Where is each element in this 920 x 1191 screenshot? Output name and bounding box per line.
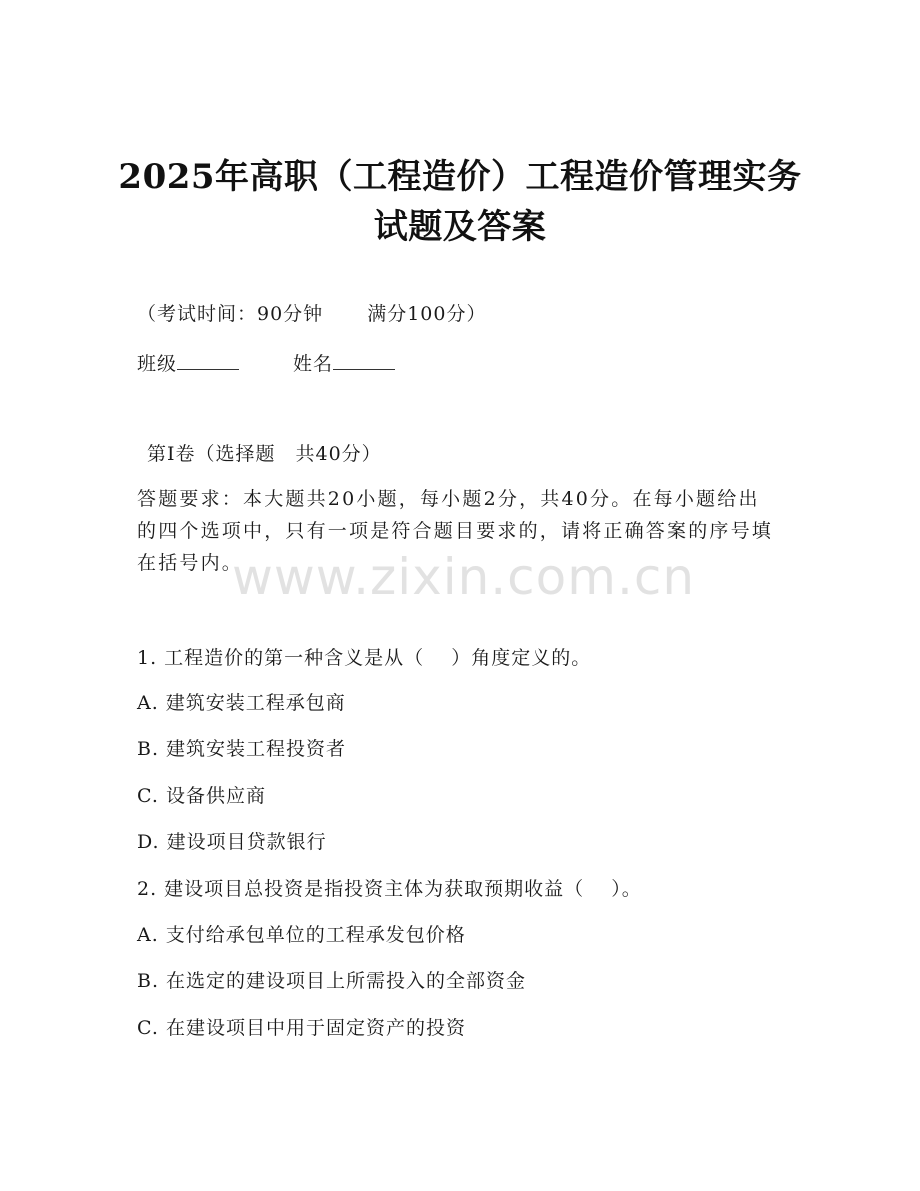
class-label: 班级: [137, 353, 178, 375]
instructions: 答题要求：本大题共20小题，每小题2分，共40分。在每小题给出的四个选项中，只有一项是符合题目要求的，请将正确答案的序号填在括号内。: [137, 488, 774, 574]
name-label: 姓名: [293, 353, 334, 375]
question-1-option-b: B. 建筑安装工程投资者: [137, 738, 347, 760]
student-info: [137, 349, 395, 377]
question-2-option-c: C. 在建设项目中用于固定资产的投资: [137, 1017, 466, 1039]
page-title-line1: 2025年高职（工程造价）工程造价管理实务: [118, 157, 802, 197]
question-1-stem: 1. 工程造价的第一种含义是从（ ）角度定义的。: [137, 647, 592, 669]
question-2-option-a: A. 支付给承包单位的工程承发包价格: [137, 924, 466, 946]
exam-time: （考试时间：90分钟: [137, 303, 324, 325]
full-score: 满分100分）: [367, 303, 487, 325]
exam-info: [137, 301, 486, 327]
page-title-line2: 试题及答案: [373, 207, 547, 247]
question-2-option-b: B. 在选定的建设项目上所需投入的全部资金: [137, 970, 527, 992]
watermark: www.zixin.com.cn: [232, 548, 696, 606]
class-blank[interactable]: [177, 349, 239, 370]
name-blank[interactable]: [333, 349, 395, 370]
question-1-option-d: D. 建设项目贷款银行: [137, 831, 327, 853]
section-title: 第Ⅰ卷（选择题 共40分）: [147, 443, 382, 465]
question-1-option-a: A. 建筑安装工程承包商: [137, 692, 346, 714]
question-1-option-c: C. 设备供应商: [137, 785, 266, 807]
question-2-stem: 2. 建设项目总投资是指投资主体为获取预期收益（ ）。: [137, 878, 642, 900]
